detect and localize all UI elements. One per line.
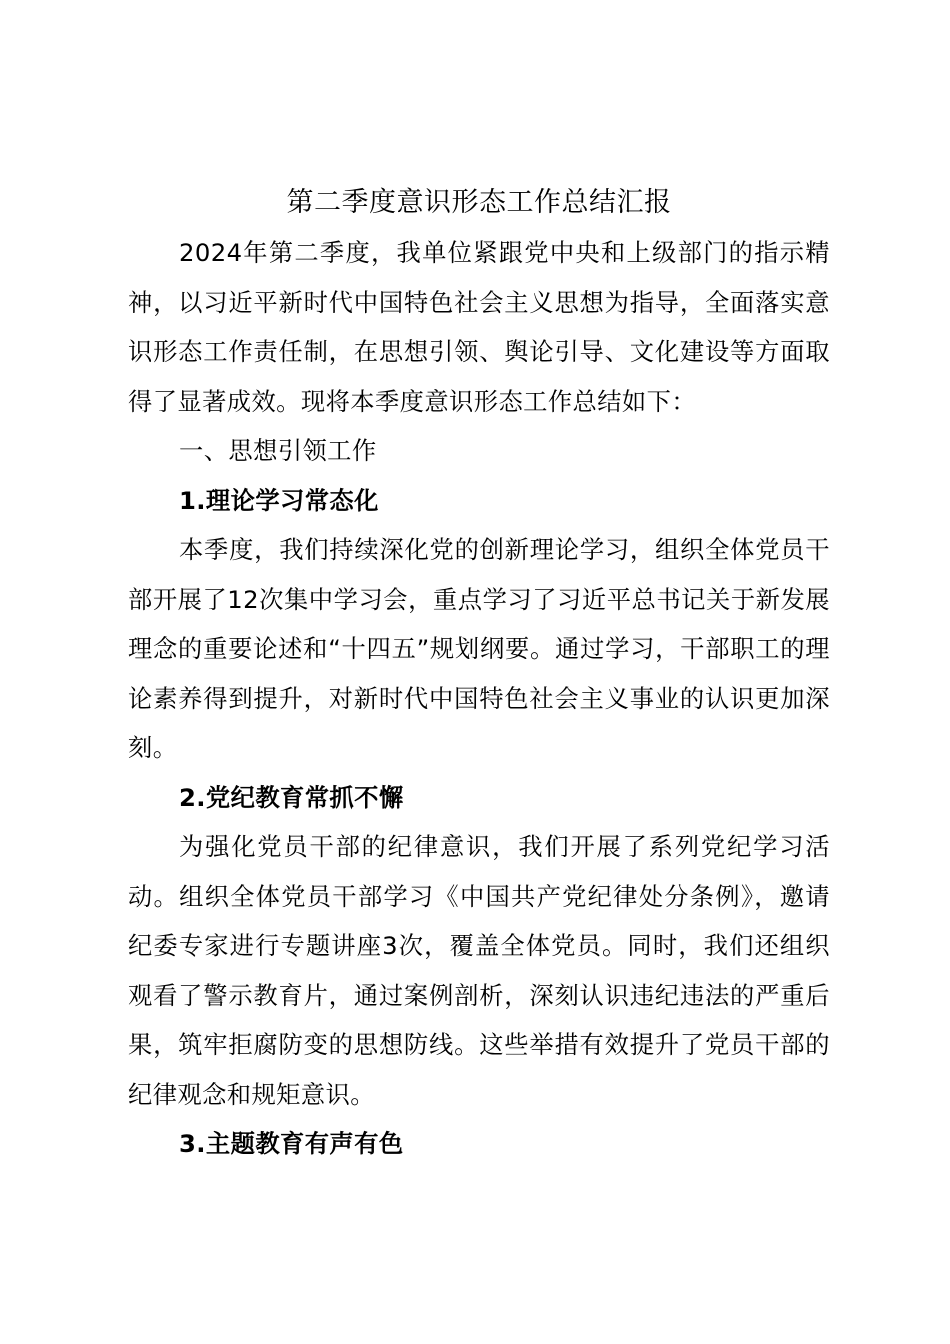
subsection-body-2: 为强化党员干部的纪律意识，我们开展了系列党纪学习活动。组织全体党员干部学习《中国共产党纪律处分条例》，邀请纪委专家进行专题讲座3次，覆盖全体党员。同时，我们还组织观看了警示教育片，通过案例剖析，深刻认识违纪违法的严重后果，筑牢拒腐防变的思想防线。这些举措有效提升了党员干部的纪律观念和规矩意识。 xyxy=(128,832,830,1109)
subsection-heading-1: 1.理论学习常态化 xyxy=(179,485,379,515)
subsection-heading-3: 3.主题教育有声有色 xyxy=(179,1129,404,1158)
document-title: 第二季度意识形态工作总结汇报 xyxy=(286,187,672,218)
document-page xyxy=(128,178,830,1169)
subsection-heading-2: 2.党纪教育常抓不懈 xyxy=(179,782,404,812)
intro-paragraph: 2024年第二季度，我单位紧跟党中央和上级部门的指示精神，以习近平新时代中国特色社会主义思想为指导，全面落实意识形态工作责任制，在思想引领、舆论引导、文化建设等方面取得了显著成效。现将本季度意识形态工作总结如下： xyxy=(128,238,830,416)
subsection-body-1: 本季度，我们持续深化党的创新理论学习，组织全体党员干部开展了12次集中学习会，重点学习了习近平总书记关于新发展理念的重要论述和“十四五”规划纲要。通过学习，干部职工的理论素养得到提升，对新时代中国特色社会主义事业的认识更加深刻。 xyxy=(128,535,830,762)
section-heading: 一、思想引领工作 xyxy=(179,436,377,465)
